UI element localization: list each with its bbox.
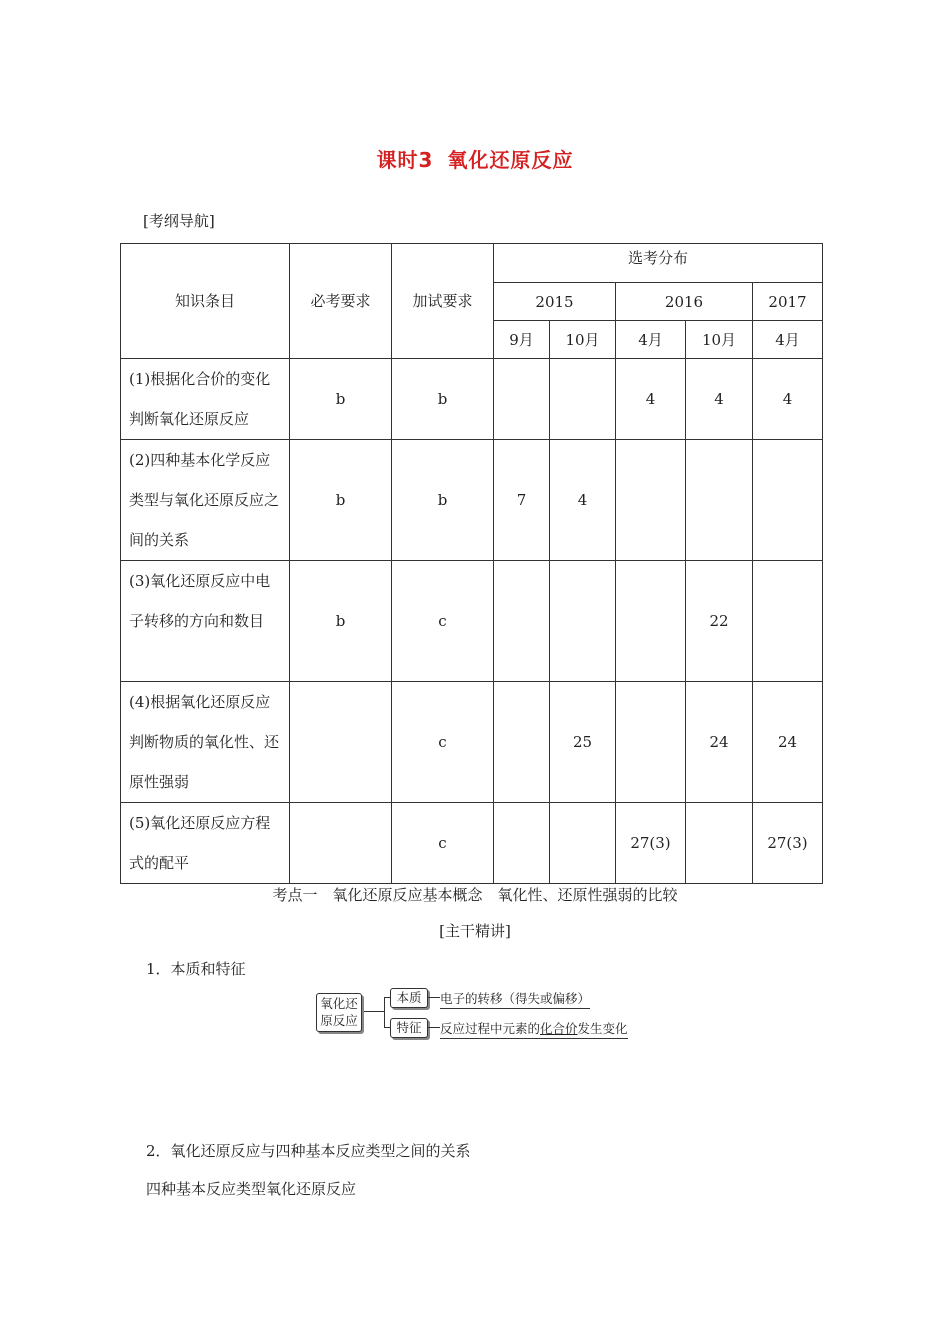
exam-cell (494, 803, 550, 884)
extra-level: c (392, 561, 494, 682)
point-2-subtext: 四种基本反应类型氧化还原反应 (146, 1180, 357, 1198)
header-year: 2016 (616, 283, 753, 321)
exam-cell: 22 (686, 561, 753, 682)
extra-level: c (392, 682, 494, 803)
feature-text-b: 化合价 (540, 1021, 578, 1036)
table-row (121, 561, 823, 682)
knowledge-item: (3)氧化还原反应中电子转移的方向和数目 (121, 561, 290, 682)
diagram-essence-text: 电子的转移（得失或偏移） (440, 989, 590, 1009)
diagram-feature-text (440, 1019, 628, 1039)
exam-cell: 25 (550, 682, 616, 803)
header-month: 10月 (550, 321, 616, 359)
section-title: 考点一 氧化还原反应基本概念 氧化性、还原性强弱的比较 (272, 886, 678, 904)
exam-cell: 24 (686, 682, 753, 803)
feature-text-a: 反应过程中元素的 (440, 1021, 541, 1036)
exam-cell (753, 561, 823, 682)
exam-cell (550, 359, 616, 440)
exam-cell (616, 682, 686, 803)
concept-diagram (316, 985, 646, 1035)
table-row (121, 359, 823, 440)
header-year: 2017 (753, 283, 823, 321)
required-level (290, 803, 392, 884)
feature-text-c: 发生变化 (577, 1021, 628, 1036)
extra-level: b (392, 359, 494, 440)
exam-cell: 27(3) (616, 803, 686, 884)
diagram-feature-box: 特征 (390, 1018, 428, 1038)
exam-cell (753, 440, 823, 561)
outline-tag: [考纲导航] (143, 212, 215, 230)
knowledge-item: (4)根据氧化还原反应判断物质的氧化性、还原性强弱 (121, 682, 290, 803)
header-extra: 加试要求 (392, 244, 494, 359)
exam-cell (616, 561, 686, 682)
diagram-essence-box: 本质 (390, 988, 428, 1008)
header-knowledge: 知识条目 (121, 244, 290, 359)
lesson-name: 氧化还原反应 (447, 148, 574, 172)
exam-cell (494, 359, 550, 440)
header-year: 2015 (494, 283, 616, 321)
lesson-number: 课时3 (376, 148, 434, 172)
header-distribution: 选考分布 (494, 244, 823, 283)
exam-cell (550, 561, 616, 682)
extra-level: c (392, 803, 494, 884)
required-level: b (290, 561, 392, 682)
exam-cell (686, 440, 753, 561)
header-month: 10月 (686, 321, 753, 359)
exam-cell: 4 (550, 440, 616, 561)
exam-cell (686, 803, 753, 884)
header-required: 必考要求 (290, 244, 392, 359)
exam-cell: 7 (494, 440, 550, 561)
header-month: 4月 (616, 321, 686, 359)
required-level: b (290, 440, 392, 561)
table-row (121, 682, 823, 803)
exam-cell: 4 (686, 359, 753, 440)
point-2-heading: 2．氧化还原反应与四种基本反应类型之间的关系 (146, 1142, 471, 1160)
header-month: 4月 (753, 321, 823, 359)
syllabus-table (120, 243, 823, 884)
knowledge-item: (5)氧化还原反应方程式的配平 (121, 803, 290, 884)
required-level: b (290, 359, 392, 440)
exam-cell: 4 (616, 359, 686, 440)
table-row (121, 803, 823, 884)
exam-cell (494, 682, 550, 803)
diagram-root-box: 氧化还原反应 (316, 993, 362, 1032)
exam-cell: 4 (753, 359, 823, 440)
header-month: 9月 (494, 321, 550, 359)
knowledge-item: (1)根据化合价的变化判断氧化还原反应 (121, 359, 290, 440)
knowledge-item: (2)四种基本化学反应类型与氧化还原反应之间的关系 (121, 440, 290, 561)
required-level (290, 682, 392, 803)
exam-cell (550, 803, 616, 884)
exam-cell (494, 561, 550, 682)
lesson-title (0, 144, 950, 173)
extra-level: b (392, 440, 494, 561)
exam-cell: 24 (753, 682, 823, 803)
table-row (121, 440, 823, 561)
exam-cell (616, 440, 686, 561)
exam-cell: 27(3) (753, 803, 823, 884)
point-1-heading: 1．本质和特征 (146, 960, 246, 978)
section-tag: [主干精讲] (439, 922, 511, 940)
